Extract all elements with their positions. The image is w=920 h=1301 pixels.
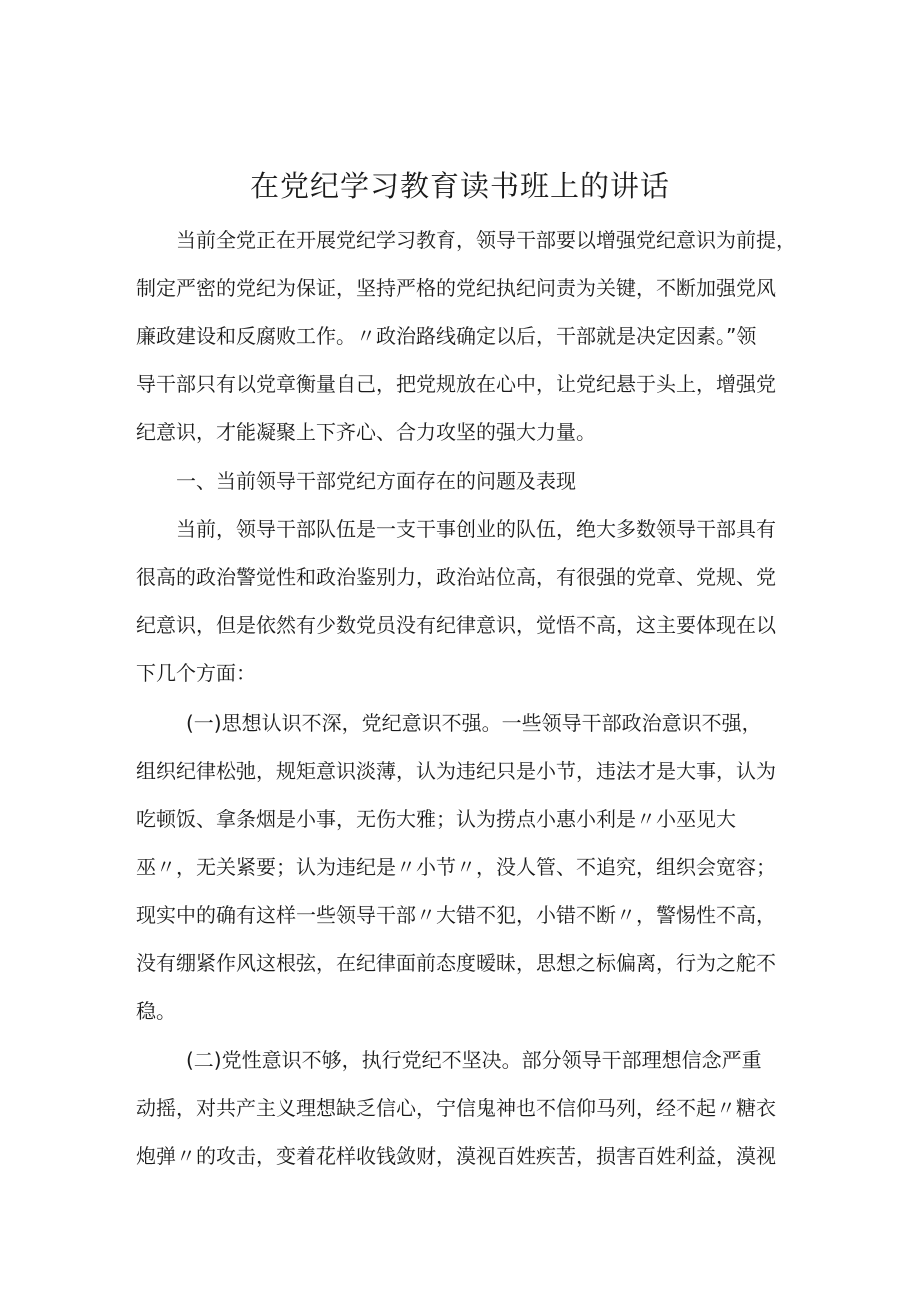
paragraph-line: 炮弹〃的攻击，变着花样收钱敛财，漠视百姓疾苦，损害百姓利益，漠视 (136, 1144, 776, 1168)
paragraph-line: 巫〃，无关紧要；认为违纪是〃小节〃，没人管、不追究，组织会宽容； (136, 855, 776, 879)
paragraph-line: 没有绷紧作风这根弦，在纪律面前态度暧昧，思想之标偏离，行为之舵不 (136, 951, 776, 975)
paragraph-line: 廉政建设和反腐败工作。〃政治路线确定以后，干部就是决定因素。”领 (136, 324, 757, 348)
subsection-line: (二)党性意识不够，执行党纪不坚决。部分领导干部理想信念严重 (186, 1048, 762, 1072)
paragraph-line: 制定严密的党纪为保证，坚持严格的党纪执纪问责为关键，不断加强党风 (136, 276, 776, 300)
section-heading: 一、当前领导干部党纪方面存在的问题及表现 (176, 469, 576, 493)
paragraph-line: 组织纪律松弛，规矩意识淡薄，认为违纪只是小节，违法才是大事，认为 (136, 759, 776, 783)
subsection-line: (一)思想认识不深，党纪意识不强。一些领导干部政治意识不强， (186, 711, 762, 735)
paragraph-line: 吃顿饭、拿条烟是小事，无伤大雅；认为捞点小惠小利是〃小巫见大 (136, 807, 736, 831)
paragraph-line: 纪意识，但是依然有少数党员没有纪律意识，觉悟不高，这主要体现在以 (136, 613, 776, 637)
document-title: 在党纪学习教育读书班上的讲话 (249, 169, 670, 203)
paragraph-line: 纪意识，才能凝聚上下齐心、合力攻坚的强大力量。 (136, 420, 596, 444)
paragraph-line: 导干部只有以党章衡量自己，把党规放在心中，让党纪悬于头上，增强党 (136, 372, 776, 396)
paragraph-line: 很高的政治警觉性和政治鉴别力，政治站位高，有很强的党章、党规、党 (136, 565, 776, 589)
paragraph-line: 下几个方面： (136, 661, 256, 685)
paragraph-line: 稳。 (136, 999, 176, 1023)
paragraph-line: 当前，领导干部队伍是一支干事创业的队伍，绝大多数领导干部具有 (176, 517, 776, 541)
paragraph-line: 现实中的确有这样一些领导干部〃大错不犯，小错不断〃，警惕性不高， (136, 903, 776, 927)
paragraph-line: 动摇，对共产主义理想缺乏信心，宁信鬼神也不信仰马列，经不起〃糖衣 (136, 1096, 776, 1120)
paragraph-line: 当前全党正在开展党纪学习教育，领导干部要以增强党纪意识为前提， (176, 228, 796, 252)
